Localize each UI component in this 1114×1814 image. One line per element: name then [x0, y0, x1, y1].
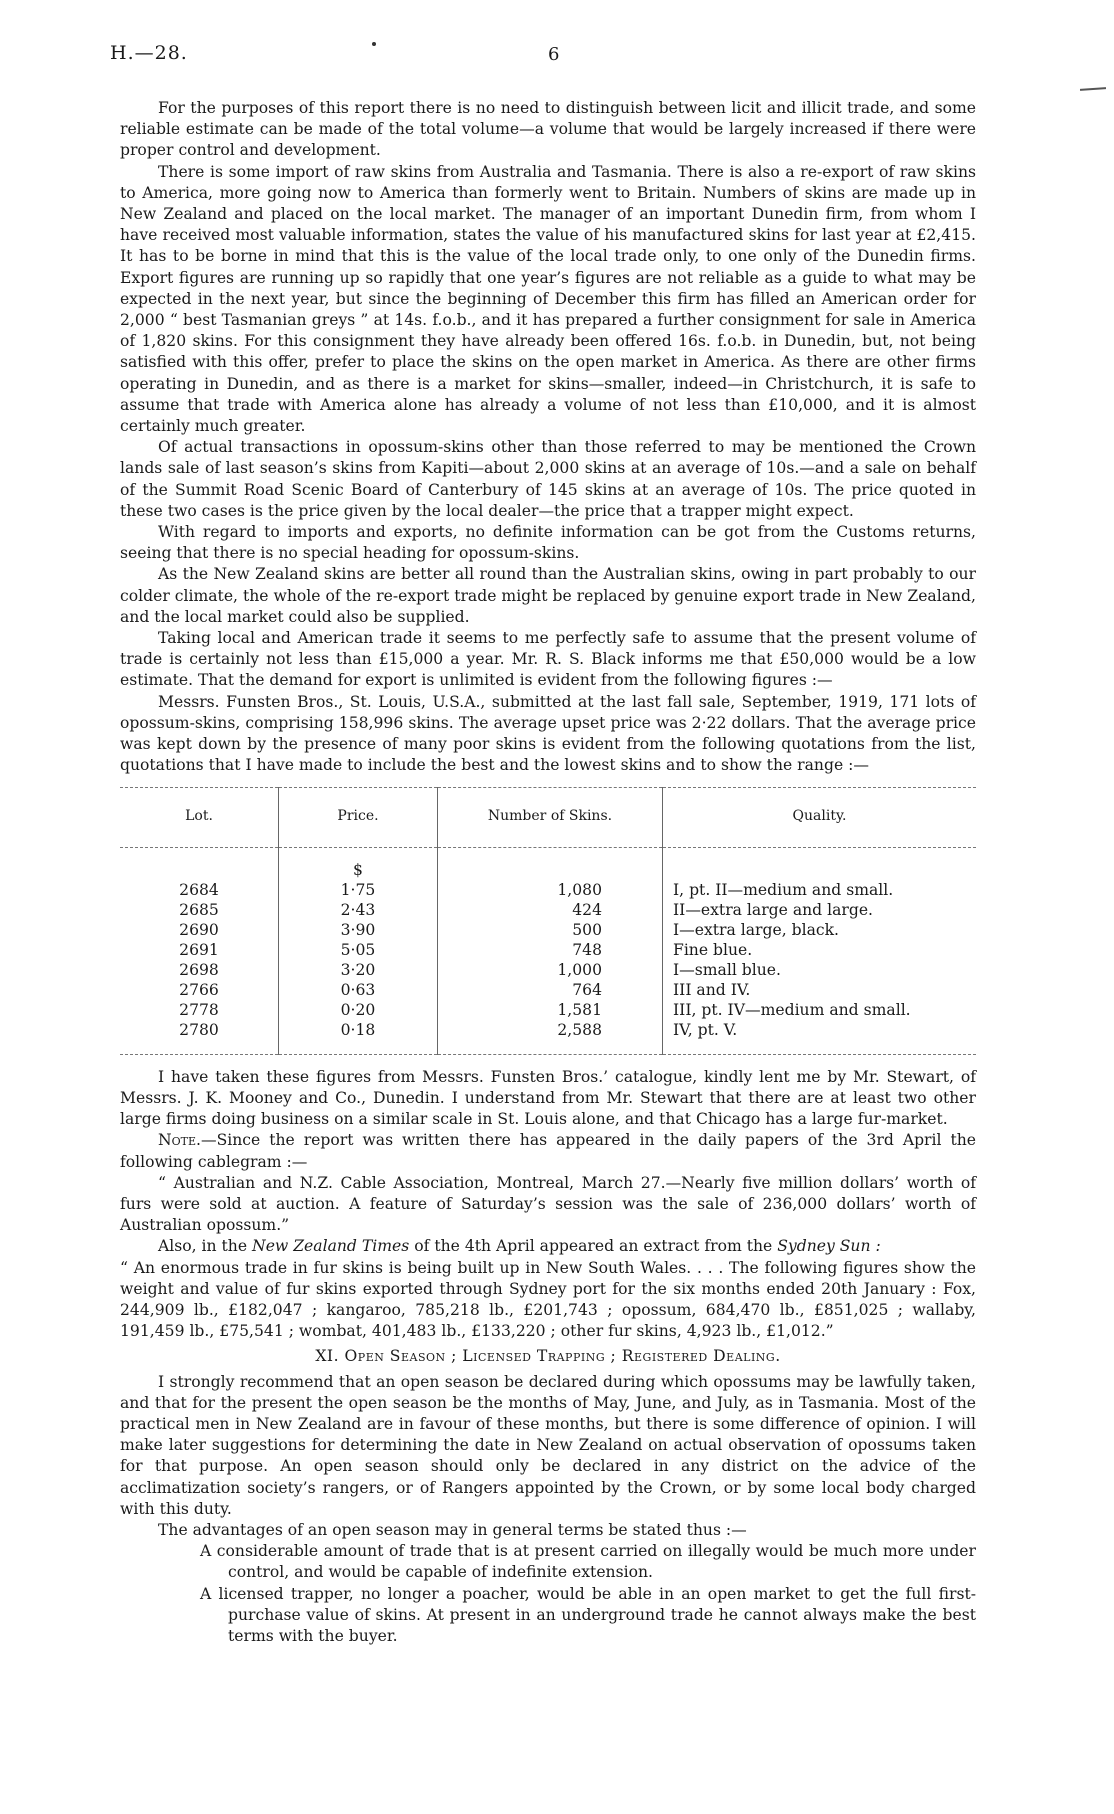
col-header-quality: Quality. — [663, 787, 977, 847]
table-row — [120, 900, 976, 920]
table-header-row — [120, 787, 976, 847]
quality-cell: II—extra large and large. — [663, 900, 977, 920]
newspaper-title: Sydney Sun : — [777, 1237, 881, 1256]
paragraph: Messrs. Funsten Bros., St. Louis, U.S.A., submitted at the last fall sale, September, 1919, 171 lots of opossum-skins, comprising 158,996 skins. The average upset price was 2·22 dollars. That the average price was kept down by the presence of many poor skins is evident from the following quotations from the list, quotations that I have made to include the best and the lowest skins and to show the range :— — [120, 692, 976, 775]
ink-dot — [372, 42, 376, 46]
lot-cell: 2685 — [179, 900, 219, 919]
number-cell: 1,000 — [438, 960, 663, 980]
col-header-lot: Lot. — [120, 787, 279, 847]
lot-cell: 2691 — [179, 940, 219, 959]
price-cell: 5·05 — [279, 940, 438, 960]
edge-mark — [1080, 87, 1106, 91]
newspaper-title: New Zealand Times — [252, 1237, 410, 1256]
quotations-table — [120, 787, 976, 1055]
quality-cell: I—extra large, black. — [663, 920, 977, 940]
paragraph — [120, 1236, 976, 1257]
lot-cell: 2766 — [179, 980, 219, 999]
lot-cell: 2698 — [179, 960, 219, 979]
paragraph: The advantages of an open season may in general terms be stated thus :— — [158, 1520, 747, 1539]
number-cell: 764 — [438, 980, 663, 1000]
lot-cell: 2684 — [179, 880, 219, 899]
quality-cell: I—small blue. — [663, 960, 977, 980]
note-paragraph — [120, 1130, 976, 1172]
parliamentary-paper-ref: H.—28. — [110, 42, 188, 64]
price-unit: $ — [279, 847, 438, 880]
paragraph: Taking local and American trade it seems to me perfectly safe to assume that the present volume of trade is certainly not less than £15,000 a year. Mr. R. S. Black informs me that £50,000 would be a low estimate. That the demand for export is unlimited is evident from the following figures :— — [120, 629, 976, 690]
body-text — [120, 98, 976, 1647]
price-cell: 0·18 — [279, 1020, 438, 1055]
extract-quote: “ An enormous trade in fur skins is being built up in New South Wales. . . . The following figures show the weight and value of fur skins exported through Sydney port for the six months ended 20th January : Fox, 244,909 lb., £182,047 ; kangaroo, 785,218 lb., £201,743 ; opossum, 684,470 lb., £851,025 ; wallaby, 191,459 lb., £75,541 ; wombat, 401,483 lb., £133,220 ; other fur skins, 4,923 lb., £1,012.” — [120, 1258, 976, 1341]
table-row — [120, 1020, 976, 1055]
table-unit-row — [120, 847, 976, 880]
advantage-item: A licensed trapper, no longer a poacher, would be able in an open market to get the full first-purchase value of skins. At present in an underground trade he cannot always make the best terms with the buyer. — [200, 1584, 976, 1645]
number-cell: 2,588 — [438, 1020, 663, 1055]
cablegram-quote: “ Australian and N.Z. Cable Association, Montreal, March 27.—Nearly five million dollars’ worth of furs were sold at auction. A feature of Saturday’s session was the sale of 236,000 dollars’ worth of Australian opossum.” — [120, 1173, 976, 1235]
table-row — [120, 960, 976, 980]
lot-cell: 2778 — [179, 1000, 219, 1019]
number-cell: 1,080 — [438, 880, 663, 900]
note-text: —Since the report was written there has appeared in the daily papers of the 3rd April the following cablegram :— — [120, 1131, 976, 1171]
price-cell: 3·90 — [279, 920, 438, 940]
number-cell: 424 — [438, 900, 663, 920]
section-heading: XI. Open Season ; Licensed Trapping ; Registered Dealing. — [315, 1347, 781, 1366]
quality-cell: III, pt. IV—medium and small. — [663, 1000, 977, 1020]
paragraph: For the purposes of this report there is no need to distinguish between licit and illicit trade, and some reliable estimate can be made of the total volume—a volume that would be largely increased if there were proper control and development. — [120, 99, 976, 160]
table-row — [120, 880, 976, 900]
number-cell: 748 — [438, 940, 663, 960]
price-cell: 2·43 — [279, 900, 438, 920]
table-row — [120, 980, 976, 1000]
paragraph: Of actual transactions in opossum-skins other than those referred to may be mentioned the Crown lands sale of last season’s skins from Kapiti—about 2,000 skins at an average of 10s.—and a sale on behalf of the Summit Road Scenic Board of Canterbury of 145 skins at an average of 10s. The price quoted in these two cases is the price given by the local dealer—the price that a trapper might expect. — [120, 438, 976, 520]
quality-cell: Fine blue. — [663, 940, 977, 960]
number-cell: 1,581 — [438, 1000, 663, 1020]
quality-cell: I, pt. II—medium and small. — [663, 880, 977, 900]
paragraph: As the New Zealand skins are better all round than the Australian skins, owing in part probably to our colder climate, the whole of the re-export trade might be replaced by genuine export trade in New Zealand, and the local market could also be supplied. — [120, 565, 976, 626]
price-cell: 0·20 — [279, 1000, 438, 1020]
lot-cell: 2690 — [179, 920, 219, 939]
advantage-item: A considerable amount of trade that is at present carried on illegally would be much more under control, and would be capable of indefinite extension. — [200, 1542, 976, 1582]
price-cell: 1·75 — [279, 880, 438, 900]
page-number: 6 — [548, 44, 560, 65]
text-run: of the 4th April appeared an extract from the — [409, 1237, 778, 1256]
table-row — [120, 940, 976, 960]
lot-cell: 2780 — [120, 1020, 279, 1055]
table-row — [120, 920, 976, 940]
paragraph: There is some import of raw skins from Australia and Tasmania. There is also a re-export of raw skins to America, more going now to America than formerly went to Britain. Numbers of skins are made up in New Zealand and placed on the local market. The manager of an important Dunedin firm, from whom I have received most valuable information, states the value of his manufactured skins for last year at £2,415. It has to be borne in mind that this is the value of the local trade only, to one only of the Dunedin firms. Export figures are running up so rapidly that one year’s figures are not reliable as a guide to what may be expected in the next year, but since the beginning of December this firm has filled an American order for 2,000 “ best Tasmanian greys ” at 14s. f.o.b., and it has prepared a further consignment for sale in America of 1,820 skins. For this consignment they have already been offered 16s. f.o.b. in Dunedin, but, not being satisfied with this offer, prefer to place the skins on the open market in America. As there are other firms operating in Dunedin, and as there is a market for skins—smaller, indeed—in Christchurch, it is safe to assume that trade with America alone has already a volume of not less than £10,000, and it is almost certainly much greater. — [120, 162, 976, 436]
price-cell: 0·63 — [279, 980, 438, 1000]
note-label: Note. — [158, 1131, 201, 1150]
col-header-number: Number of Skins. — [438, 787, 663, 847]
quality-cell: IV, pt. V. — [663, 1020, 977, 1055]
table-row — [120, 1000, 976, 1020]
paragraph: I strongly recommend that an open season be declared during which opossums may be lawfully taken, and that for the present the open season be the months of May, June, and July, as in Tasmania. Most of the practical men in New Zealand are in favour of these months, but there is some difference of opinion. I will make later suggestions for determining the date in New Zealand on actual observation of opossums taken for that purpose. An open season should only be declared in any district on the advice of the acclimatization society’s rangers, or of Rangers appointed by the Crown, or by some local body charged with this duty. — [120, 1372, 976, 1518]
col-header-price: Price. — [279, 787, 438, 847]
paragraph: I have taken these figures from Messrs. Funsten Bros.’ catalogue, kindly lent me by Mr. Stewart, of Messrs. J. K. Mooney and Co., Dunedin. I understand from Mr. Stewart that there are at least two other large firms doing business on a similar scale in St. Louis alone, and that Chicago has a large fur-market. — [120, 1067, 976, 1129]
text-run: Also, in the — [158, 1237, 253, 1256]
number-cell: 500 — [438, 920, 663, 940]
paragraph: With regard to imports and exports, no definite information can be got from the Customs returns, seeing that there is no special heading for opossum-skins. — [120, 523, 976, 563]
quality-cell: III and IV. — [663, 980, 977, 1000]
price-cell: 3·20 — [279, 960, 438, 980]
